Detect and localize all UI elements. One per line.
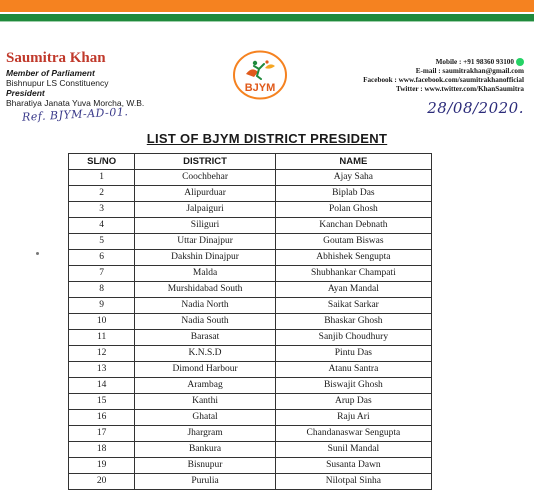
cell-district: K.N.S.D xyxy=(135,346,275,362)
table-body xyxy=(69,170,432,490)
table-row xyxy=(69,346,432,362)
table-header-row xyxy=(69,154,432,170)
cell-name: Atanu Santra xyxy=(275,362,431,378)
cell-district: Uttar Dinajpur xyxy=(135,234,275,250)
cell-name: Raju Ari xyxy=(275,410,431,426)
cell-district: Kanthi xyxy=(135,394,275,410)
column-header-name: NAME xyxy=(275,154,431,170)
cell-district: Barasat xyxy=(135,330,275,346)
table-row xyxy=(69,458,432,474)
cell-district: Nadia South xyxy=(135,314,275,330)
cell-name: Arup Das xyxy=(275,394,431,410)
header-band-green xyxy=(0,14,534,21)
cell-slno: 14 xyxy=(69,378,135,394)
contact-mobile: Mobile : +91 98360 93100 xyxy=(435,58,514,66)
sender-name: Saumitra Khan xyxy=(6,50,106,66)
cell-name: Susanta Dawn xyxy=(275,458,431,474)
table-row xyxy=(69,474,432,490)
cell-district: Jhargram xyxy=(135,426,275,442)
cell-slno: 16 xyxy=(69,410,135,426)
cell-name: Ayan Mandal xyxy=(275,282,431,298)
table-row xyxy=(69,314,432,330)
cell-district: Bisnupur xyxy=(135,458,275,474)
cell-name: Polan Ghosh xyxy=(275,202,431,218)
header-band-saffron xyxy=(0,0,534,12)
cell-name: Nilotpal Sinha xyxy=(275,474,431,490)
sender-constituency: Bishnupur LS Constituency xyxy=(6,78,109,88)
table-row xyxy=(69,202,432,218)
contact-twitter: Twitter : www.twitter.com/KhanSaumitra xyxy=(395,85,524,93)
cell-name: Biswajit Ghosh xyxy=(275,378,431,394)
list-title: LIST OF BJYM DISTRICT PRESIDENT xyxy=(146,131,388,146)
cell-slno: 2 xyxy=(69,186,135,202)
cell-name: Ajay Saha xyxy=(275,170,431,186)
table-row xyxy=(69,362,432,378)
table-row xyxy=(69,426,432,442)
table-row xyxy=(69,394,432,410)
cell-slno: 6 xyxy=(69,250,135,266)
column-header-slno: SL/NO xyxy=(69,154,135,170)
cell-name: Abhishek Sengupta xyxy=(275,250,431,266)
cell-district: Murshidabad South xyxy=(135,282,275,298)
contact-facebook: Facebook : www.facebook.com/saumitrakhanofficial xyxy=(363,76,524,84)
cell-slno: 15 xyxy=(69,394,135,410)
cell-name: Sanjib Choudhury xyxy=(275,330,431,346)
cell-slno: 20 xyxy=(69,474,135,490)
cell-slno: 18 xyxy=(69,442,135,458)
cell-slno: 19 xyxy=(69,458,135,474)
cell-slno: 17 xyxy=(69,426,135,442)
contact-mobile-row xyxy=(284,58,524,67)
table-row xyxy=(69,282,432,298)
sender-role: Member of Parliament xyxy=(6,68,95,78)
cell-district: Coochbehar xyxy=(135,170,275,186)
cell-district: Siliguri xyxy=(135,218,275,234)
cell-district: Dimond Harbour xyxy=(135,362,275,378)
cell-slno: 3 xyxy=(69,202,135,218)
table-row xyxy=(69,170,432,186)
cell-name: Chandanaswar Sengupta xyxy=(275,426,431,442)
whatsapp-icon xyxy=(516,58,524,66)
table-row xyxy=(69,234,432,250)
cell-slno: 10 xyxy=(69,314,135,330)
cell-slno: 11 xyxy=(69,330,135,346)
table-row xyxy=(69,410,432,426)
table-row xyxy=(69,218,432,234)
contact-block xyxy=(284,58,524,94)
letterhead-sender xyxy=(6,50,206,108)
cell-district: Jalpaiguri xyxy=(135,202,275,218)
cell-name: Bhaskar Ghosh xyxy=(275,314,431,330)
cell-name: Kanchan Debnath xyxy=(275,218,431,234)
cell-district: Bankura xyxy=(135,442,275,458)
cell-slno: 9 xyxy=(69,298,135,314)
cell-district: Dakshin Dinajpur xyxy=(135,250,275,266)
logo-text: BJYM xyxy=(244,82,276,94)
cell-district: Arambag xyxy=(135,378,275,394)
sender-role-president: President xyxy=(6,88,45,98)
table-row xyxy=(69,266,432,282)
bjym-logo xyxy=(232,50,288,100)
cell-name: Goutam Biswas xyxy=(275,234,431,250)
district-president-table xyxy=(68,153,432,490)
cell-district: Malda xyxy=(135,266,275,282)
cell-name: Sunil Mandal xyxy=(275,442,431,458)
cell-district: Nadia North xyxy=(135,298,275,314)
cell-slno: 7 xyxy=(69,266,135,282)
table-row xyxy=(69,298,432,314)
table-row xyxy=(69,250,432,266)
sender-organization: Bharatiya Janata Yuva Morcha, W.B. xyxy=(6,98,145,108)
table-row xyxy=(69,442,432,458)
reference-number: Ref. BJYM-AD-01. xyxy=(21,105,129,124)
cell-slno: 5 xyxy=(69,234,135,250)
cell-district: Purulia xyxy=(135,474,275,490)
table-row xyxy=(69,378,432,394)
table-row xyxy=(69,330,432,346)
cell-slno: 4 xyxy=(69,218,135,234)
table-row xyxy=(69,186,432,202)
header-band-rule xyxy=(0,21,534,22)
cell-slno: 12 xyxy=(69,346,135,362)
scan-speck xyxy=(36,252,39,255)
cell-slno: 8 xyxy=(69,282,135,298)
cell-name: Shubhankar Champati xyxy=(275,266,431,282)
cell-slno: 1 xyxy=(69,170,135,186)
cell-slno: 13 xyxy=(69,362,135,378)
letter-date: 28/08/2020. xyxy=(427,99,524,117)
cell-name: Biplab Das xyxy=(275,186,431,202)
cell-district: Ghatal xyxy=(135,410,275,426)
cell-district: Alipurduar xyxy=(135,186,275,202)
contact-email: E-mail : saumitrakhan@gmail.com xyxy=(415,67,524,75)
cell-name: Saikat Sarkar xyxy=(275,298,431,314)
column-header-district: DISTRICT xyxy=(135,154,275,170)
cell-name: Pintu Das xyxy=(275,346,431,362)
